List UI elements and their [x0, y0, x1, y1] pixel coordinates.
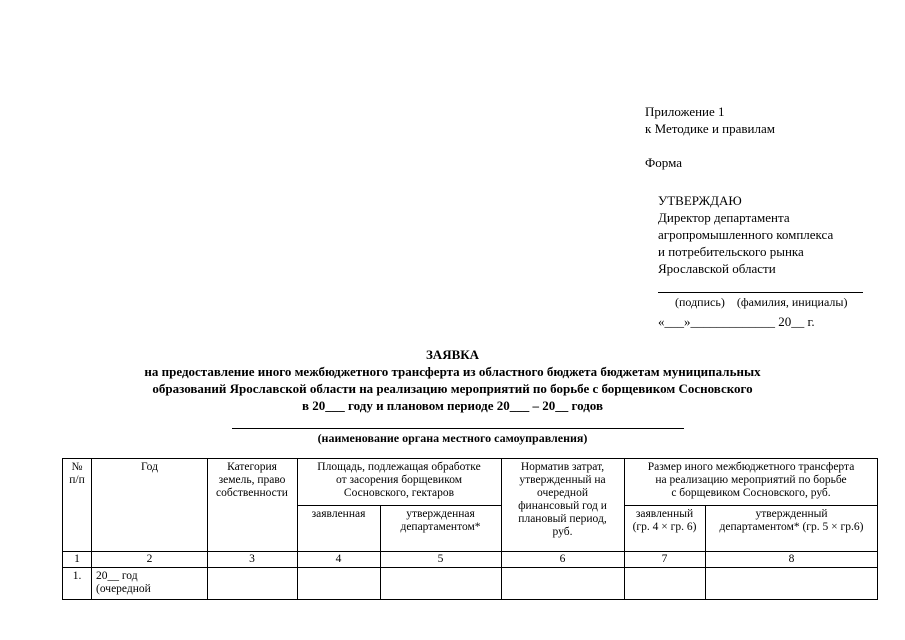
approval-line: и потребительского рынка — [658, 244, 804, 259]
column-number: 1 — [74, 553, 80, 565]
document-title: ЗАЯВКА — [425, 347, 480, 362]
approval-date: «___»_____________ 20__ г. — [658, 314, 815, 329]
column-number: 7 — [661, 553, 668, 565]
header-area: Площадь, подлежащая обработке от засорения борщевиком Сосновского, гектаров — [317, 461, 481, 499]
row-year: 20__ год (очередной — [96, 570, 151, 595]
column-number: 6 — [559, 553, 566, 565]
header-transfer-declared: заявленный (гр. 4 × гр. 6) — [632, 508, 697, 533]
column-number: 3 — [249, 553, 255, 565]
header-year: Год — [141, 461, 158, 473]
column-number: 5 — [437, 553, 444, 565]
document-subtitle-line: в 20___ году и плановом периоде 20___ – 20__ годов — [302, 398, 603, 413]
form-label: Форма — [645, 155, 682, 170]
header-area-declared: заявленная — [311, 508, 366, 520]
column-number: 2 — [146, 553, 153, 565]
signature-caption: (подпись) (фамилия, инициалы) — [675, 295, 848, 309]
header-land-category: Категория земель, право собственности — [216, 461, 288, 499]
approval-line: Ярославской области — [658, 261, 776, 276]
approval-line: агропромышленного комплекса — [658, 227, 834, 242]
appendix-label: Приложение 1 — [645, 104, 725, 119]
approval-line: Директор департамента — [658, 210, 790, 225]
appendix-reference: к Методике и правилам — [645, 121, 775, 136]
column-number: 4 — [335, 553, 342, 565]
approval-title: УТВЕРЖДАЮ — [658, 193, 742, 208]
header-transfer-approved: утвержденный департаментом* (гр. 5 × гр.6) — [719, 508, 864, 533]
header-transfer: Размер иного межбюджетного трансферта на реализацию мероприятий по борьбе с борщевиком Сосновского, руб. — [647, 461, 855, 499]
document-subtitle-line: образований Ярославской области на реализацию мероприятий по борьбе с борщевиком Сосновского — [152, 381, 753, 396]
document-subtitle-line: на предоставление иного межбюджетного трансферта из областного бюджета бюджетам муниципальных — [144, 364, 761, 379]
header-number: № п/п — [69, 461, 85, 486]
column-number: 8 — [788, 553, 795, 565]
header-area-approved: утвержденная департаментом* — [400, 508, 481, 533]
org-name-caption: (наименование органа местного самоуправления) — [317, 431, 588, 445]
row-number: 1. — [72, 570, 82, 582]
header-cost-norm: Норматив затрат, утвержденный на очередной финансовый год и плановый период, руб. — [518, 461, 607, 538]
